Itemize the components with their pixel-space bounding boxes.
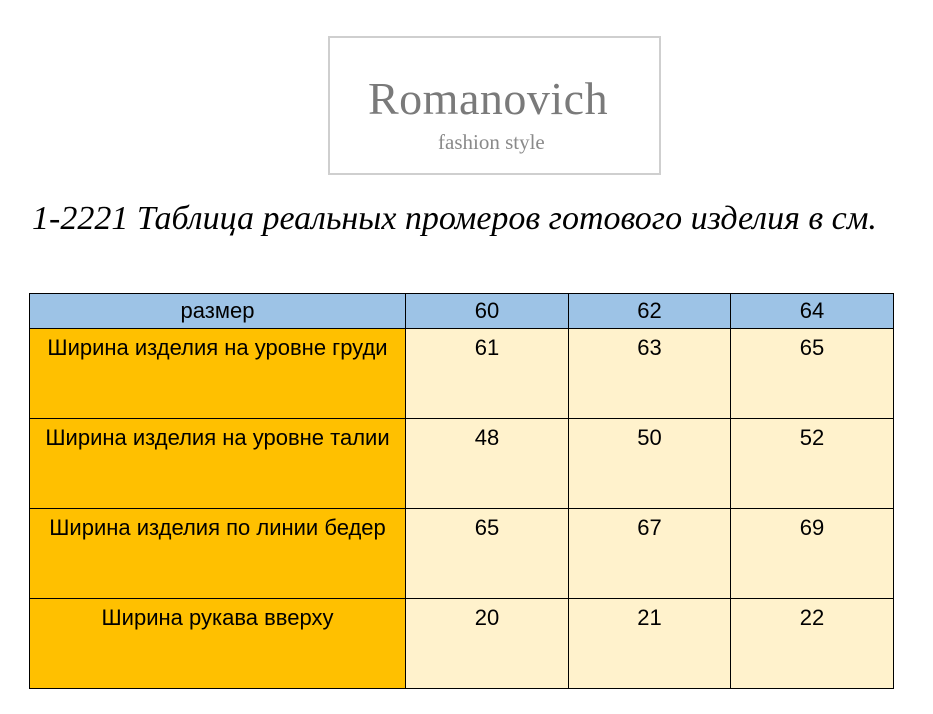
- logo-tagline: fashion style: [438, 130, 545, 154]
- table-cell: 52: [731, 419, 894, 509]
- table-cell: 21: [569, 599, 731, 689]
- table-row: [30, 329, 894, 419]
- table-header-row: [30, 294, 894, 329]
- header-size-64: 64: [731, 294, 894, 329]
- table-cell: 22: [731, 599, 894, 689]
- table-row: [30, 599, 894, 689]
- table-cell: 48: [406, 419, 569, 509]
- row-label: Ширина изделия на уровне талии: [30, 419, 406, 509]
- table-cell: 20: [406, 599, 569, 689]
- table-cell: 65: [406, 509, 569, 599]
- header-size-62: 62: [569, 294, 731, 329]
- table-cell: 63: [569, 329, 731, 419]
- table-cell: 65: [731, 329, 894, 419]
- table-cell: 67: [569, 509, 731, 599]
- size-table: [29, 293, 894, 689]
- logo-brand-name: Romanovich: [368, 73, 609, 124]
- table-cell: 61: [406, 329, 569, 419]
- row-label: Ширина изделия по линии бедер: [30, 509, 406, 599]
- table-cell: 69: [731, 509, 894, 599]
- header-size-label: размер: [30, 294, 406, 329]
- row-label: Ширина рукава вверху: [30, 599, 406, 689]
- page-title: 1-2221 Таблица реальных промеров готового изделия в см.: [32, 200, 877, 237]
- header-size-60: 60: [406, 294, 569, 329]
- table-row: [30, 419, 894, 509]
- table-cell: 50: [569, 419, 731, 509]
- row-label: Ширина изделия на уровне груди: [30, 329, 406, 419]
- brand-logo: [328, 36, 661, 175]
- table-row: [30, 509, 894, 599]
